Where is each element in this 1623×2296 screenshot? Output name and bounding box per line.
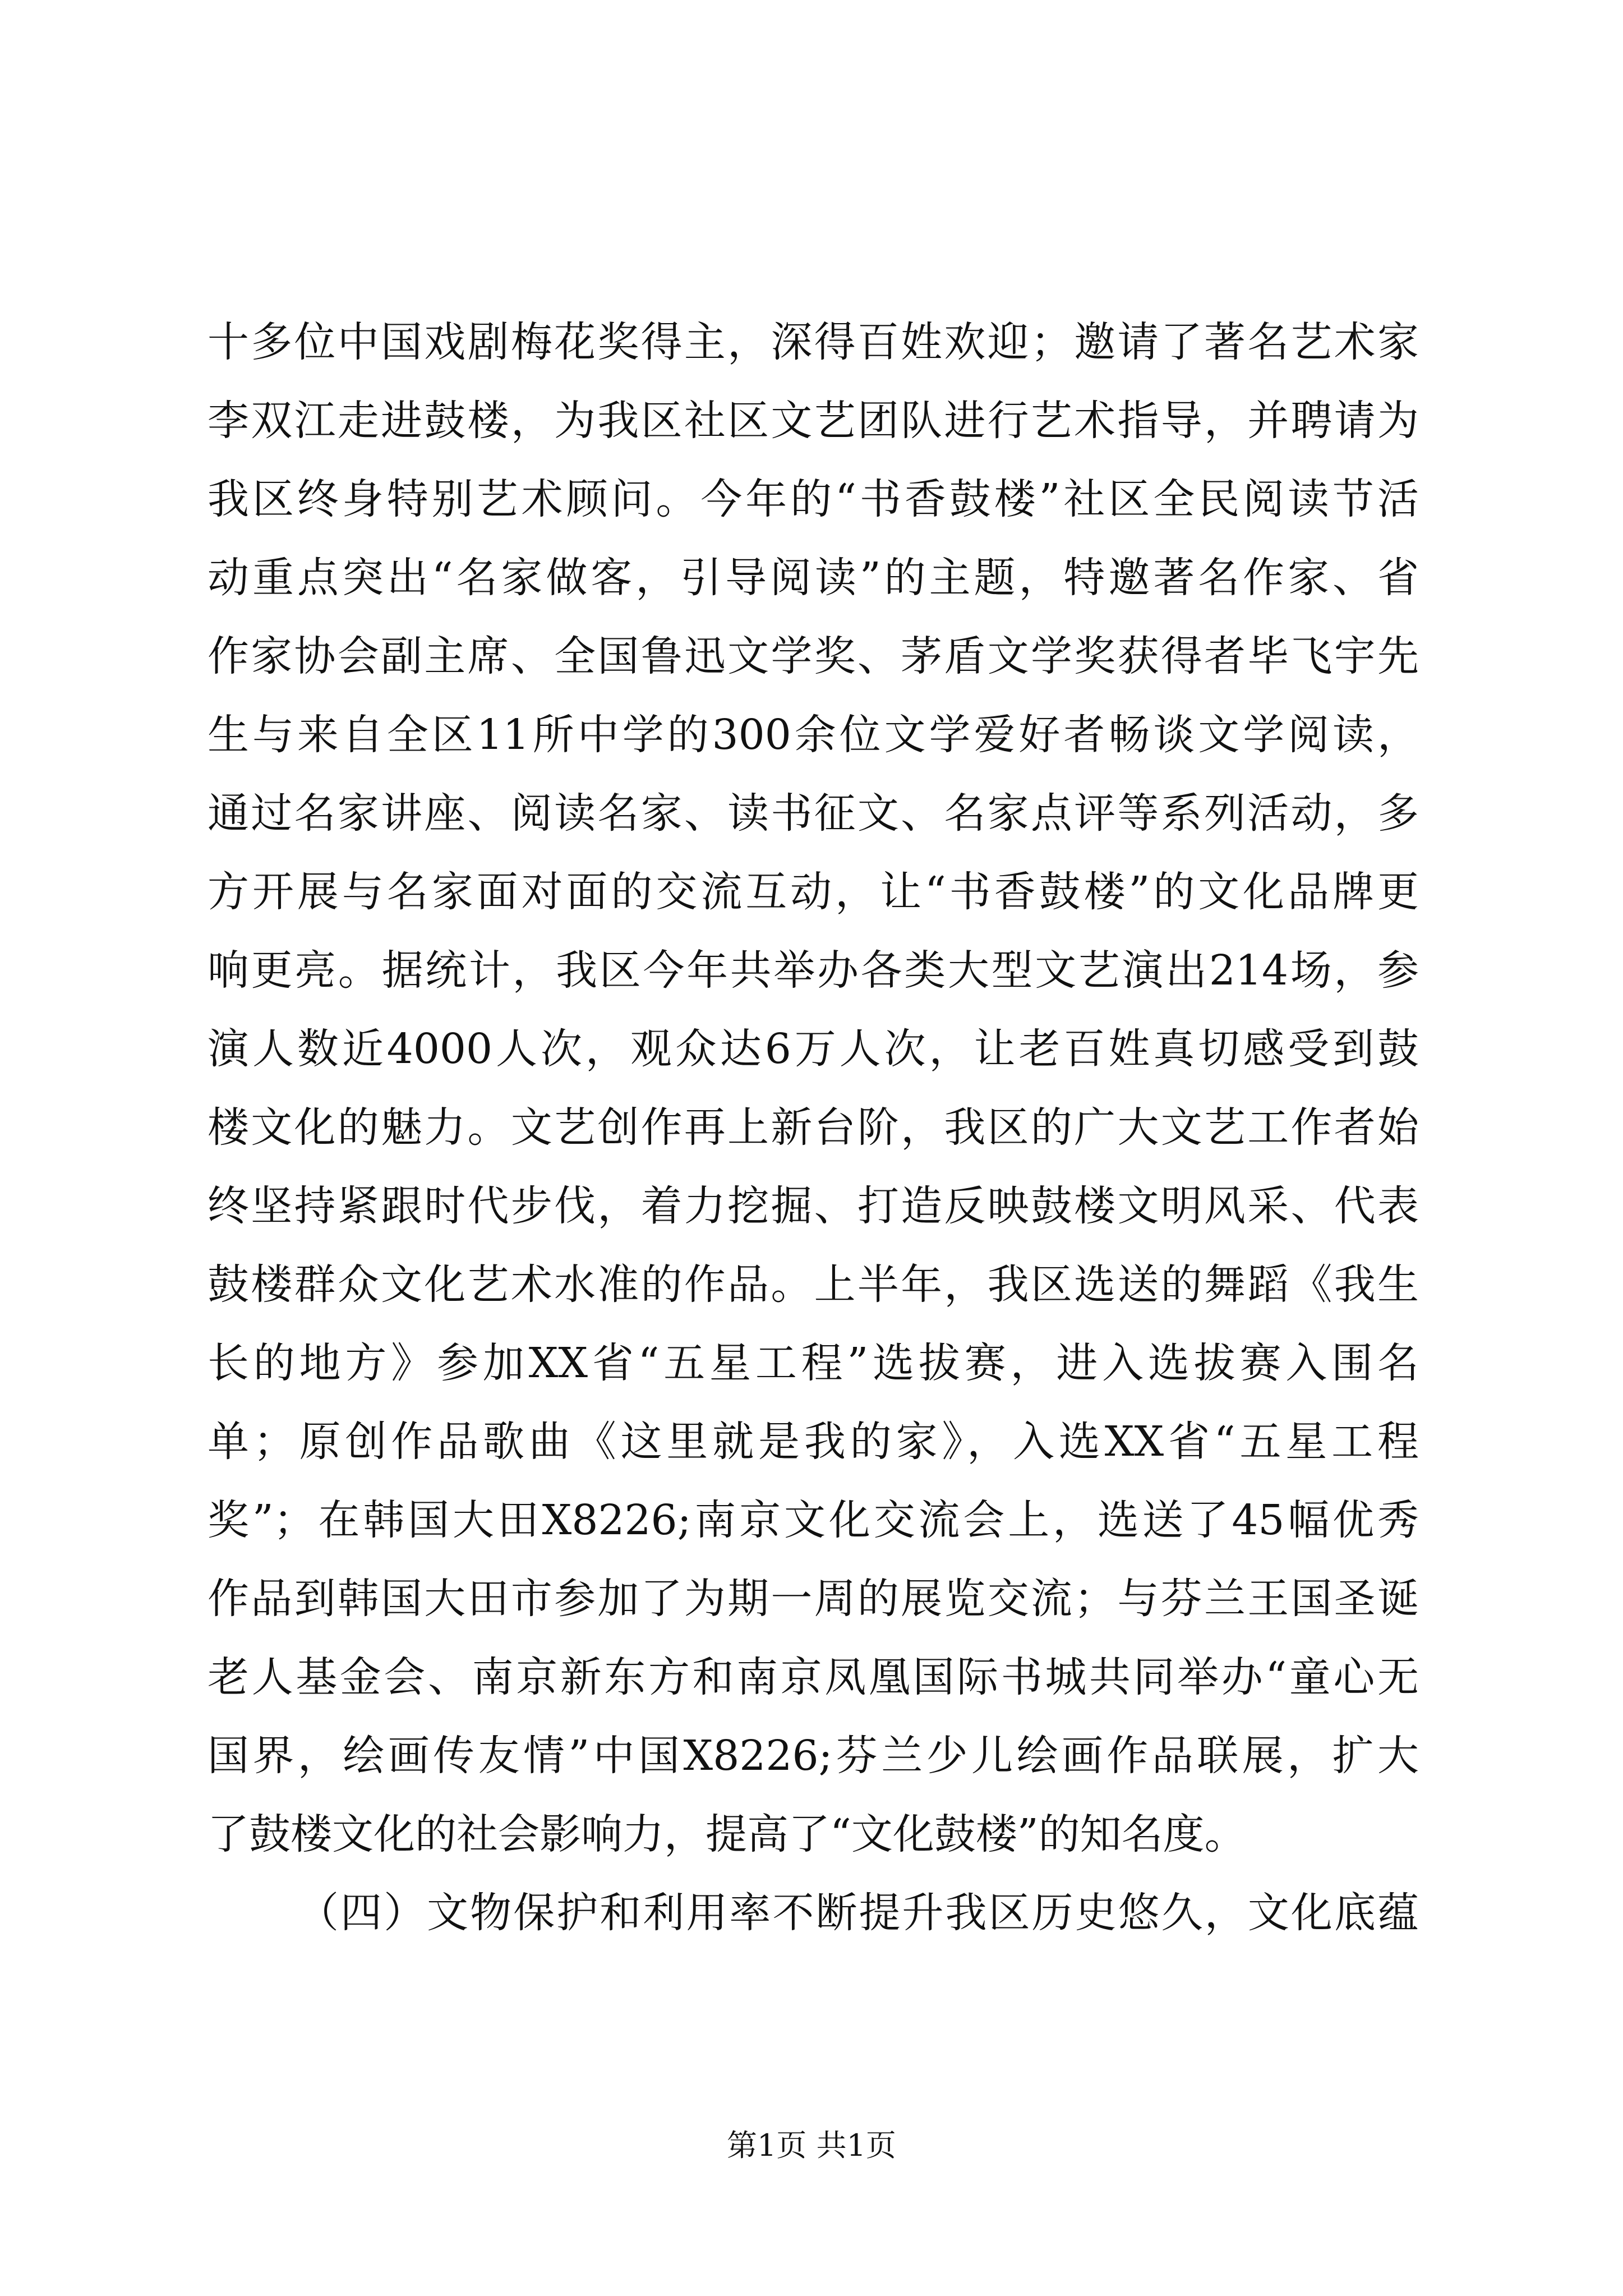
text-line: 李双江走进鼓楼，为我区社区文艺团队进行艺术指导，并聘请为 — [208, 397, 1419, 445]
text-line: 作家协会副主席、全国鲁迅文学奖、茅盾文学奖获得者毕飞宇先 — [208, 632, 1419, 680]
text-line: 了鼓楼文化的社会影响力，提高了“文化鼓楼”的知名度。 — [208, 1810, 1246, 1858]
text-line: 长的地方》参加XX省“五星工程”选拔赛，进入选拔赛入围名 — [208, 1339, 1419, 1387]
text-line: 生与来自全区11所中学的300余位文学爱好者畅谈文学阅读， — [208, 711, 1419, 759]
text-line: 老人基金会、南京新东方和南京凤凰国际书城共同举办“童心无 — [208, 1653, 1419, 1701]
text-line: 我区终身特别艺术顾问。今年的“书香鼓楼”社区全民阅读节活 — [208, 475, 1419, 523]
text-line: 楼文化的魅力。文艺创作再上新台阶，我区的广大文艺工作者始 — [208, 1103, 1419, 1152]
section-heading: （四）文物保护和利用率不断提升我区历史悠久，文化底蕴 — [297, 1889, 1419, 1937]
text-line: 奖”；在韩国大田X8226;南京文化交流会上，选送了45幅优秀 — [208, 1496, 1419, 1544]
text-line: 十多位中国戏剧梅花奖得主，深得百姓欢迎；邀请了著名艺术家 — [208, 318, 1419, 366]
text-line: 国界，绘画传友情”中国X8226;芬兰少儿绘画作品联展，扩大 — [208, 1732, 1419, 1780]
text-line: 作品到韩国大田市参加了为期一周的展览交流；与芬兰王国圣诞 — [208, 1575, 1419, 1623]
text-line: 通过名家讲座、阅读名家、读书征文、名家点评等系列活动，多 — [208, 789, 1419, 838]
page-footer: 第1页 共1页 — [727, 2128, 896, 2163]
text-line: 终坚持紧跟时代步伐，着力挖掘、打造反映鼓楼文明风采、代表 — [208, 1182, 1419, 1230]
text-line: 响更亮。据统计，我区今年共举办各类大型文艺演出214场，参 — [208, 946, 1419, 995]
text-line: 鼓楼群众文化艺术水准的作品。上半年，我区选送的舞蹈《我生 — [208, 1260, 1419, 1309]
text-line: 单；原创作品歌曲《这里就是我的家》，入选XX省“五星工程 — [208, 1418, 1419, 1466]
text-line: 方开展与名家面对面的交流互动，让“书香鼓楼”的文化品牌更 — [208, 868, 1419, 916]
body-text — [208, 303, 1419, 1952]
text-line: 动重点突出“名家做客，引导阅读”的主题，特邀著名作家、省 — [208, 554, 1419, 602]
text-line: 演人数近4000人次，观众达6万人次，让老百姓真切感受到鼓 — [208, 1025, 1419, 1073]
